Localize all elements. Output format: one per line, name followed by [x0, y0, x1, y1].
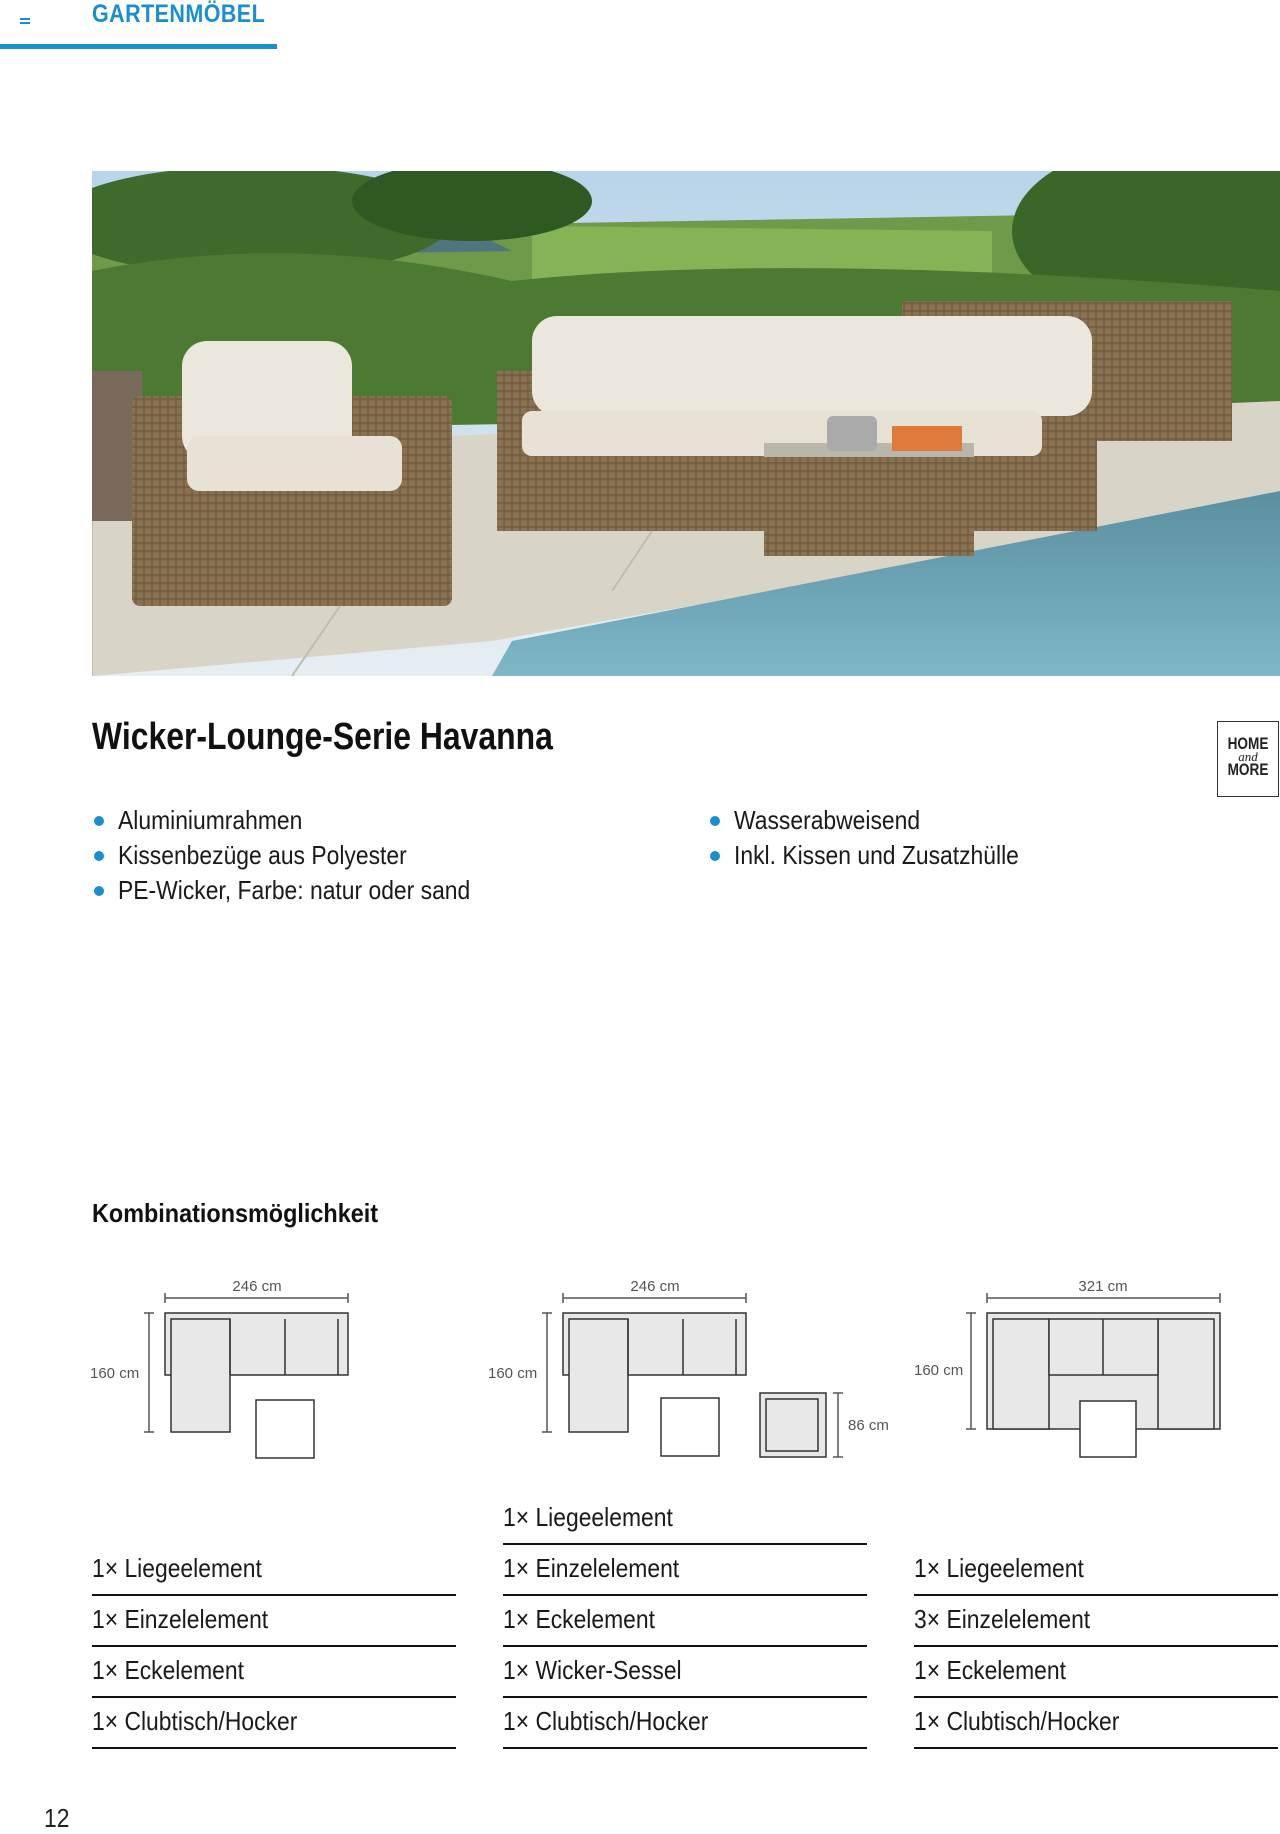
bullet-icon — [710, 851, 720, 861]
diagram-3-depth-label: 160 cm — [914, 1362, 964, 1379]
combination-diagrams — [80, 1265, 1280, 1465]
feature-item: Inkl. Kissen und Zusatzhülle — [708, 838, 1058, 873]
diagram-3-width-label: 321 cm — [1078, 1278, 1128, 1295]
feature-item: Kissenbezüge aus Polyester — [92, 838, 518, 873]
header-underline — [0, 44, 277, 49]
list-item: 1× Clubtisch/Hocker — [92, 1698, 456, 1749]
feature-list-left — [92, 803, 518, 908]
product-photo — [92, 171, 1280, 676]
feature-item: Aluminiumrahmen — [92, 803, 518, 838]
list-item: 1× Clubtisch/Hocker — [503, 1698, 867, 1749]
list-item: 3× Einzelelement — [914, 1596, 1278, 1647]
diagram-2 — [542, 1293, 843, 1457]
page-number: 12 — [44, 1803, 70, 1833]
bullet-icon — [94, 851, 104, 861]
diagram-3 — [966, 1293, 1220, 1457]
section-title: GARTENMÖBEL — [92, 0, 266, 28]
combination-list-1 — [92, 1545, 456, 1749]
combination-list-2 — [503, 1494, 867, 1749]
feature-item: PE-Wicker, Farbe: natur oder sand — [92, 873, 518, 908]
bullet-icon — [94, 816, 104, 826]
combination-list-3 — [914, 1545, 1278, 1749]
diagram-2-width-label: 246 cm — [630, 1278, 680, 1295]
header-marker-icon — [20, 18, 30, 24]
feature-item: Wasserabweisend — [708, 803, 1058, 838]
brand-logo-line1: HOME — [1227, 734, 1269, 753]
diagram-2-extra-label: 86 cm — [848, 1417, 889, 1434]
list-item: 1× Eckelement — [914, 1647, 1278, 1698]
bullet-icon — [94, 886, 104, 896]
bullet-icon — [710, 816, 720, 826]
list-item: 1× Einzelelement — [503, 1545, 867, 1596]
list-item: 1× Eckelement — [503, 1596, 867, 1647]
list-item: 1× Liegeelement — [914, 1545, 1278, 1596]
diagram-1-depth-label: 160 cm — [90, 1365, 140, 1382]
brand-logo — [1217, 721, 1279, 797]
list-item: 1× Liegeelement — [92, 1545, 456, 1596]
list-item: 1× Clubtisch/Hocker — [914, 1698, 1278, 1749]
diagram-1-width-label: 246 cm — [232, 1278, 282, 1295]
product-title: Wicker-Lounge-Serie Havanna — [92, 716, 553, 758]
list-item: 1× Wicker-Sessel — [503, 1647, 867, 1698]
diagram-1 — [144, 1293, 348, 1458]
brand-logo-line2: and — [1238, 749, 1258, 764]
brand-logo-line3: MORE — [1227, 760, 1269, 779]
combination-title: Kombinationsmöglichkeit — [92, 1198, 379, 1228]
diagram-2-depth-label: 160 cm — [488, 1365, 538, 1382]
feature-list-right — [708, 803, 1058, 873]
list-item: 1× Liegeelement — [503, 1494, 867, 1545]
list-item: 1× Eckelement — [92, 1647, 456, 1698]
list-item: 1× Einzelelement — [92, 1596, 456, 1647]
